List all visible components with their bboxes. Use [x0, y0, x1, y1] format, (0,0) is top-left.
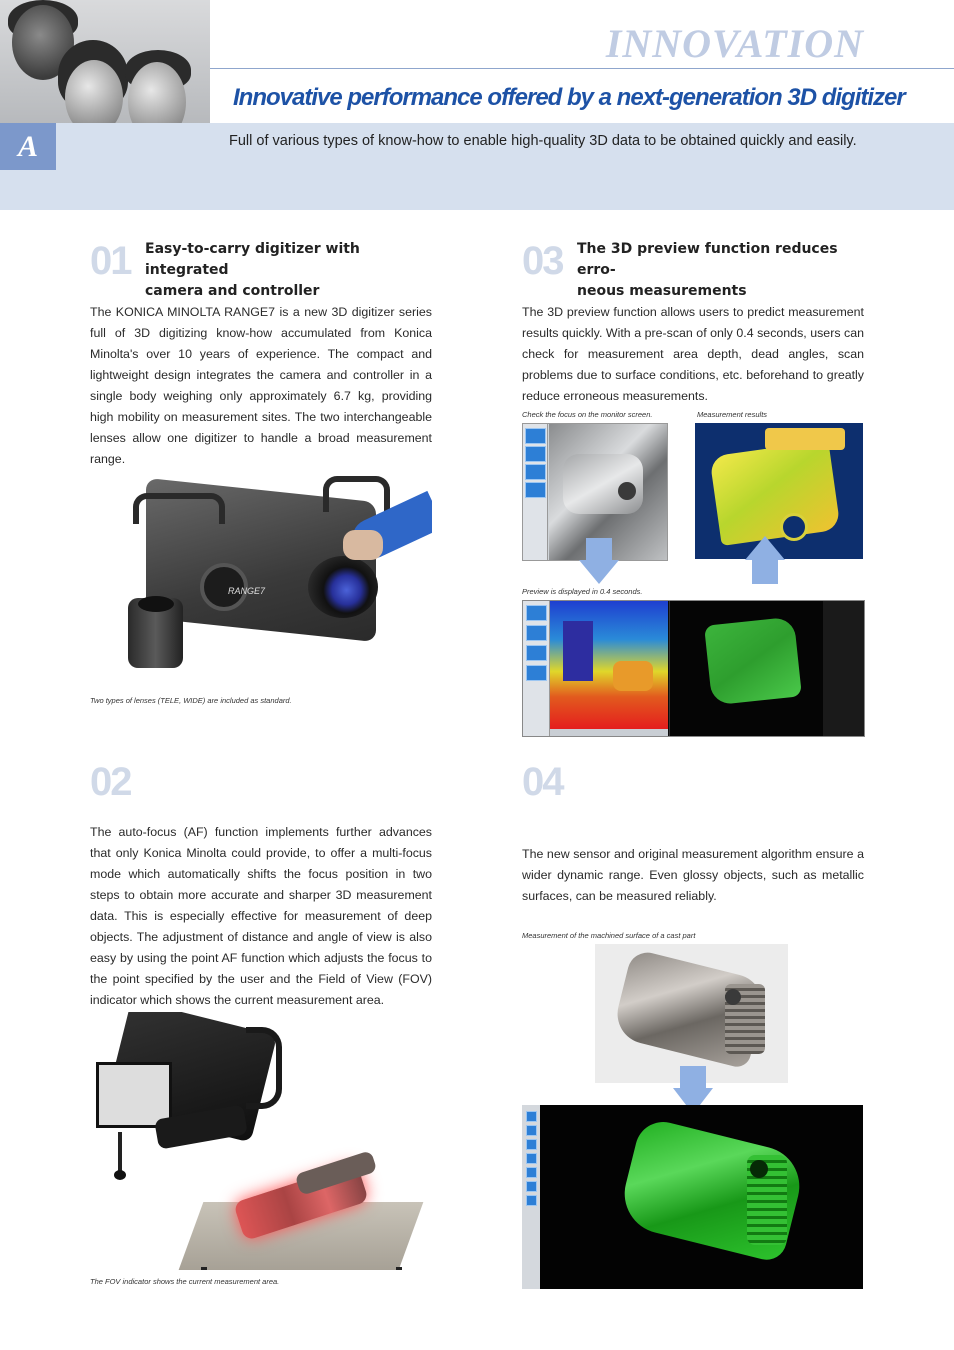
- section-word: INNOVATION: [605, 21, 864, 66]
- caption-02: The FOV indicator shows the current measurement area.: [90, 1277, 280, 1286]
- section-number-03: 03: [522, 239, 563, 283]
- caption-04: Measurement of the machined surface of a cast part: [522, 931, 696, 940]
- page-subheadline: Full of various types of know-how to enable high-quality 3D data to be obtained quickly and easily.: [229, 133, 857, 149]
- digitizer-product-image: [118, 468, 432, 678]
- preview-screenshot: [522, 600, 865, 737]
- section-body-01: The KONICA MINOLTA RANGE7 is a new 3D digitizer series full of 3D digitizing know-how accumulated from Konica Minolta's over 10 years of experience. The compact and lightweight design integrates the camera and controller in a single body weighing only approximately 6.7 kg, providing high mobility on measurement sites. The two interchangeable lenses allow one digitizer to handle a broad measurement range.: [90, 305, 432, 466]
- measured-cast-part-screenshot: [522, 1105, 863, 1289]
- caption-01: Two types of lenses (TELE, WIDE) are included as standard.: [90, 696, 292, 705]
- section-number-02: 02: [90, 760, 131, 804]
- arrow-up-stem-03: [752, 560, 778, 584]
- caption-results: Measurement results: [697, 410, 768, 419]
- arrow-down-icon: [579, 560, 619, 584]
- caption-focus: Check the focus on the monitor screen.: [522, 410, 653, 419]
- header-rule: [210, 68, 954, 69]
- product-label: RANGE7: [228, 586, 266, 596]
- section-letter-tab: A: [0, 123, 56, 170]
- cast-part-photo: [595, 944, 788, 1083]
- arrow-down-stem-03: [586, 538, 612, 562]
- caption-preview: Preview is displayed in 0.4 seconds.: [522, 587, 643, 596]
- section-title-03-line2: neous measurements: [577, 283, 747, 299]
- section-body-03: The 3D preview function allows users to predict measurement results quickly. With a pre-scan of only 0.4 seconds, users can check for measurement area depth, dead angles, scan problems due to surface conditions, etc. beforehand to greatly reduce erroneous measurements.: [522, 305, 864, 403]
- section-body-02: The auto-focus (AF) function implements further advances that only Konica Minolta could provide, to offer a multi-focus mode which automatically shifts the focus position in two steps to obtain more accurate and sharper 3D measurement data. This is especially effective for measurement of deep objects. The adjustment of distance and angle of view is also easy by using the point AF function which adjusts the focus to the point specified by the user and the Field of View (FOV) indicator which shows the current measurement area.: [90, 825, 432, 1007]
- arrow-down-stem-04: [680, 1066, 706, 1090]
- section-title-01-line2: camera and controller: [145, 283, 320, 299]
- page-headline: Innovative performance offered by a next-generation 3D digitizer: [233, 84, 905, 111]
- section-number-04: 04: [522, 760, 563, 804]
- section-body-04: The new sensor and original measurement algorithm ensure a wider dynamic range. Even glossy objects, such as metallic surfaces, can be measured reliably.: [522, 847, 864, 903]
- section-title-03: [577, 239, 867, 302]
- fov-indicator-image: [96, 1012, 432, 1270]
- section-title-01: [145, 239, 435, 302]
- section-title-01-line1: Easy-to-carry digitizer with integrated: [145, 241, 360, 278]
- arrow-up-icon: [745, 536, 785, 560]
- section-title-03-line1: The 3D preview function reduces erro-: [577, 241, 838, 278]
- section-number-01: 01: [90, 239, 131, 283]
